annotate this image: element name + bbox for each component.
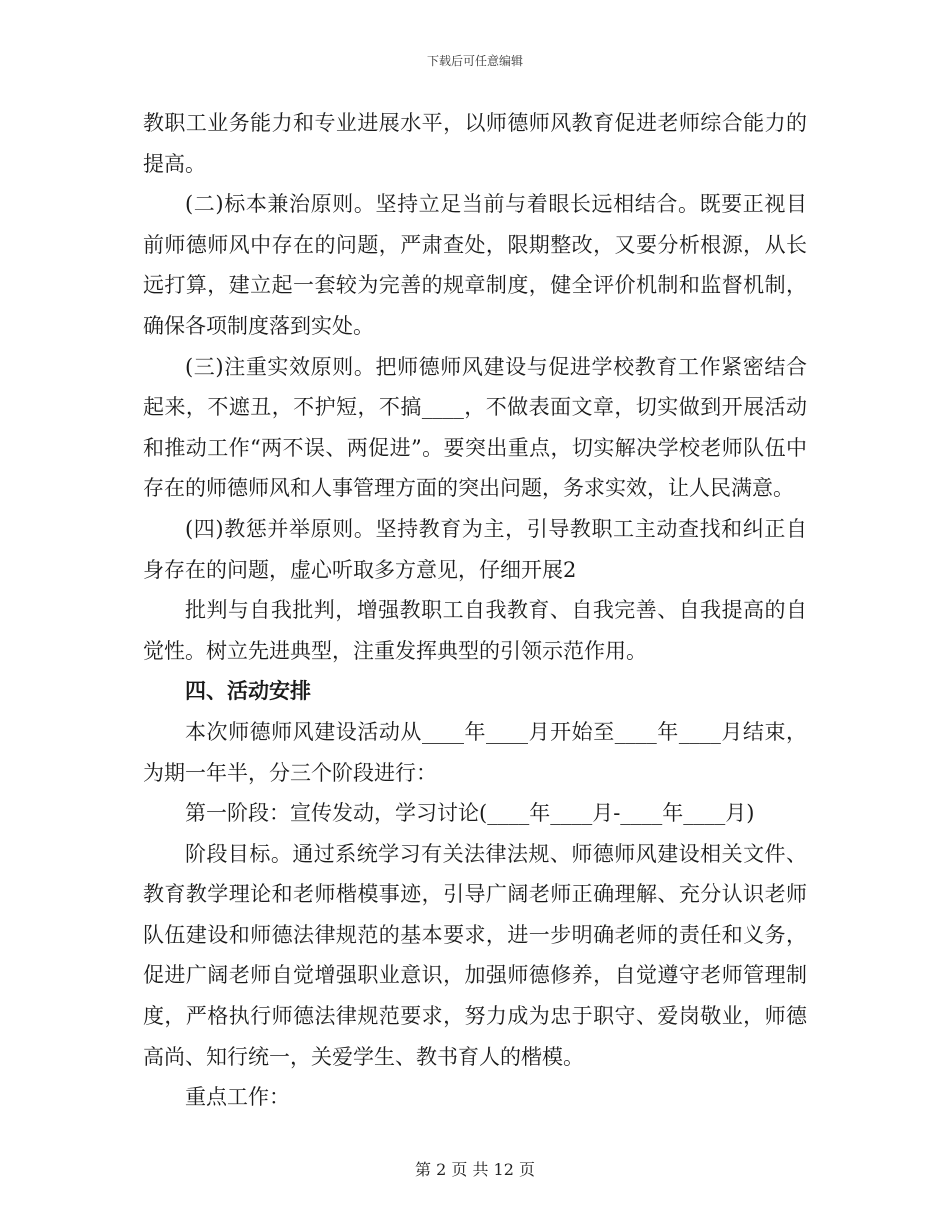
paragraph-1: 教职工业务能力和专业进展水平，以师德师风教育促进老师综合能力的提高。 <box>143 111 807 176</box>
paragraph-principle-4: (四)教惩并举原则。坚持教育为主，引导教职工主动查找和纠正自身存在的问题，虚心听取多方意见，仔细开展2 <box>143 516 807 582</box>
paragraph-principle-4-cont: 批判与自我批判，增强教职工自我教育、自我完善、自我提高的自觉性。树立先进典型，注重发挥典型的引领示范作用。 <box>143 598 807 663</box>
page-header: 下载后可任意编辑 <box>426 54 523 68</box>
paragraph-principle-3: (三)注重实效原则。把师德师风建设与促进学校教育工作紧密结合起来，不遮丑，不护短，不搞____，不做表面文章，切实做到开展活动和推动工作“两不误、两促进”。要突出重点，切实解决学校老师队伍中存在的师德师风和人事管理方面的突出问题，务求实效，让人民满意。 <box>143 354 807 501</box>
section-heading: 四、活动安排 <box>185 679 311 704</box>
page-footer: 第 2 页 共 12 页 <box>415 1160 535 1179</box>
paragraph-schedule: 本次师德师风建设活动从____年____月开始至____年____月结束，为期一年半，分三个阶段进行： <box>143 719 807 785</box>
document-body <box>143 103 807 1118</box>
paragraph-principle-2: (二)标本兼治原则。坚持立足当前与着眼长远相结合。既要正视目前师德师风中存在的问题，严肃查处，限期整改，又要分析根源，从长远打算，建立起一套较为完善的规章制度，健全评价机制和监督机制，确保各项制度落到实处。 <box>143 192 807 338</box>
paragraph-key-work: 重点工作： <box>185 1085 290 1110</box>
paragraph-phase-1: 第一阶段：宣传发动，学习讨论(____年____月-____年____月) <box>185 801 755 826</box>
paragraph-phase-goal: 阶段目标。通过系统学习有关法律法规、师德师风建设相关文件、教育教学理论和老师楷模事迹，引导广阔老师正确理解、充分认识老师队伍建设和师德法律规范的基本要求，进一步明确老师的责任和义务，促进广阔老师自觉增强职业意识，加强师德修养，自觉遵守老师管理制度，严格执行师德法律规范要求，努力成为忠于职守、爱岗敬业，师德高尚、知行统一，关爱学生、教书育人的楷模。 <box>143 841 807 1069</box>
